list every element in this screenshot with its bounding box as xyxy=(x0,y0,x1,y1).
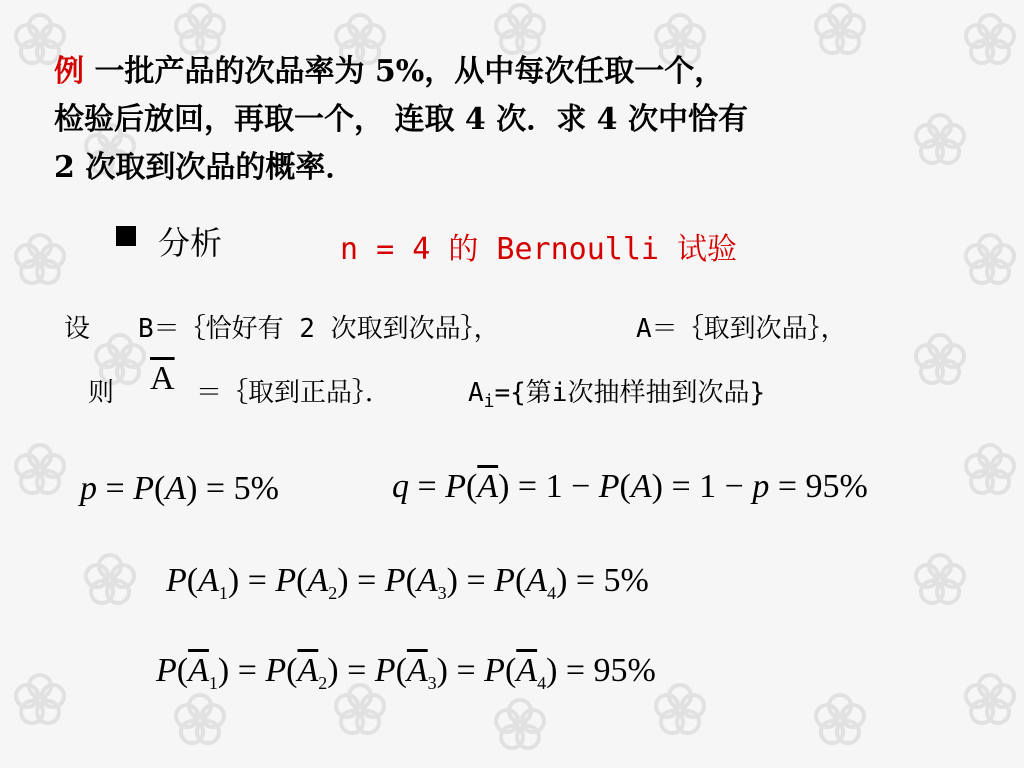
A-bar-definition: ＝｛取到正品｝． xyxy=(196,378,392,408)
square-bullet-icon xyxy=(116,226,136,246)
problem-line-3: 2 次取到次品的概率． xyxy=(54,150,356,185)
analysis-bullet xyxy=(116,226,136,250)
analysis-text: n = 4 的 Bernoulli 试验 xyxy=(340,232,738,267)
formula-q: $q = P(\overline{A}) = 1 - P(A) = 1 - p = 95\%$ xyxy=(392,468,868,505)
set-prefix: 设 xyxy=(64,314,91,344)
A-i-definition: $A_i=${第i次抽样抽到次品} xyxy=(468,378,766,413)
analysis-label: 分析 xyxy=(158,224,223,262)
formula-P-Ai: $P(A_1) = P(A_2) = P(A_3) = P(A_4) = 5\%$ xyxy=(166,562,649,603)
event-A-definition: A＝｛取到次品｝， xyxy=(636,314,847,344)
problem-statement xyxy=(54,48,954,192)
formula-P-Ai-bar: $P(\overline{A}_1) = P(\overline{A}_2) = P(\overline{A}_3) = P(\overline{A}_4) = 95\%$ xyxy=(156,652,656,693)
A-bar-symbol: $\overline{A}$ xyxy=(150,360,175,397)
formula-p: p = P(A) = 5% xyxy=(80,470,279,507)
problem-line-2: 检验后放回，再取一个， 连取 4 次．求 4 次中恰有 xyxy=(54,102,748,137)
problem-line-1: 一批产品的次品率为 5%，从中每次任取一个， xyxy=(94,54,725,89)
example-label: 例 xyxy=(54,54,84,89)
then-prefix: 则 xyxy=(88,378,115,408)
event-B-definition: B＝｛恰好有 2 次取到次品｝， xyxy=(138,314,500,344)
